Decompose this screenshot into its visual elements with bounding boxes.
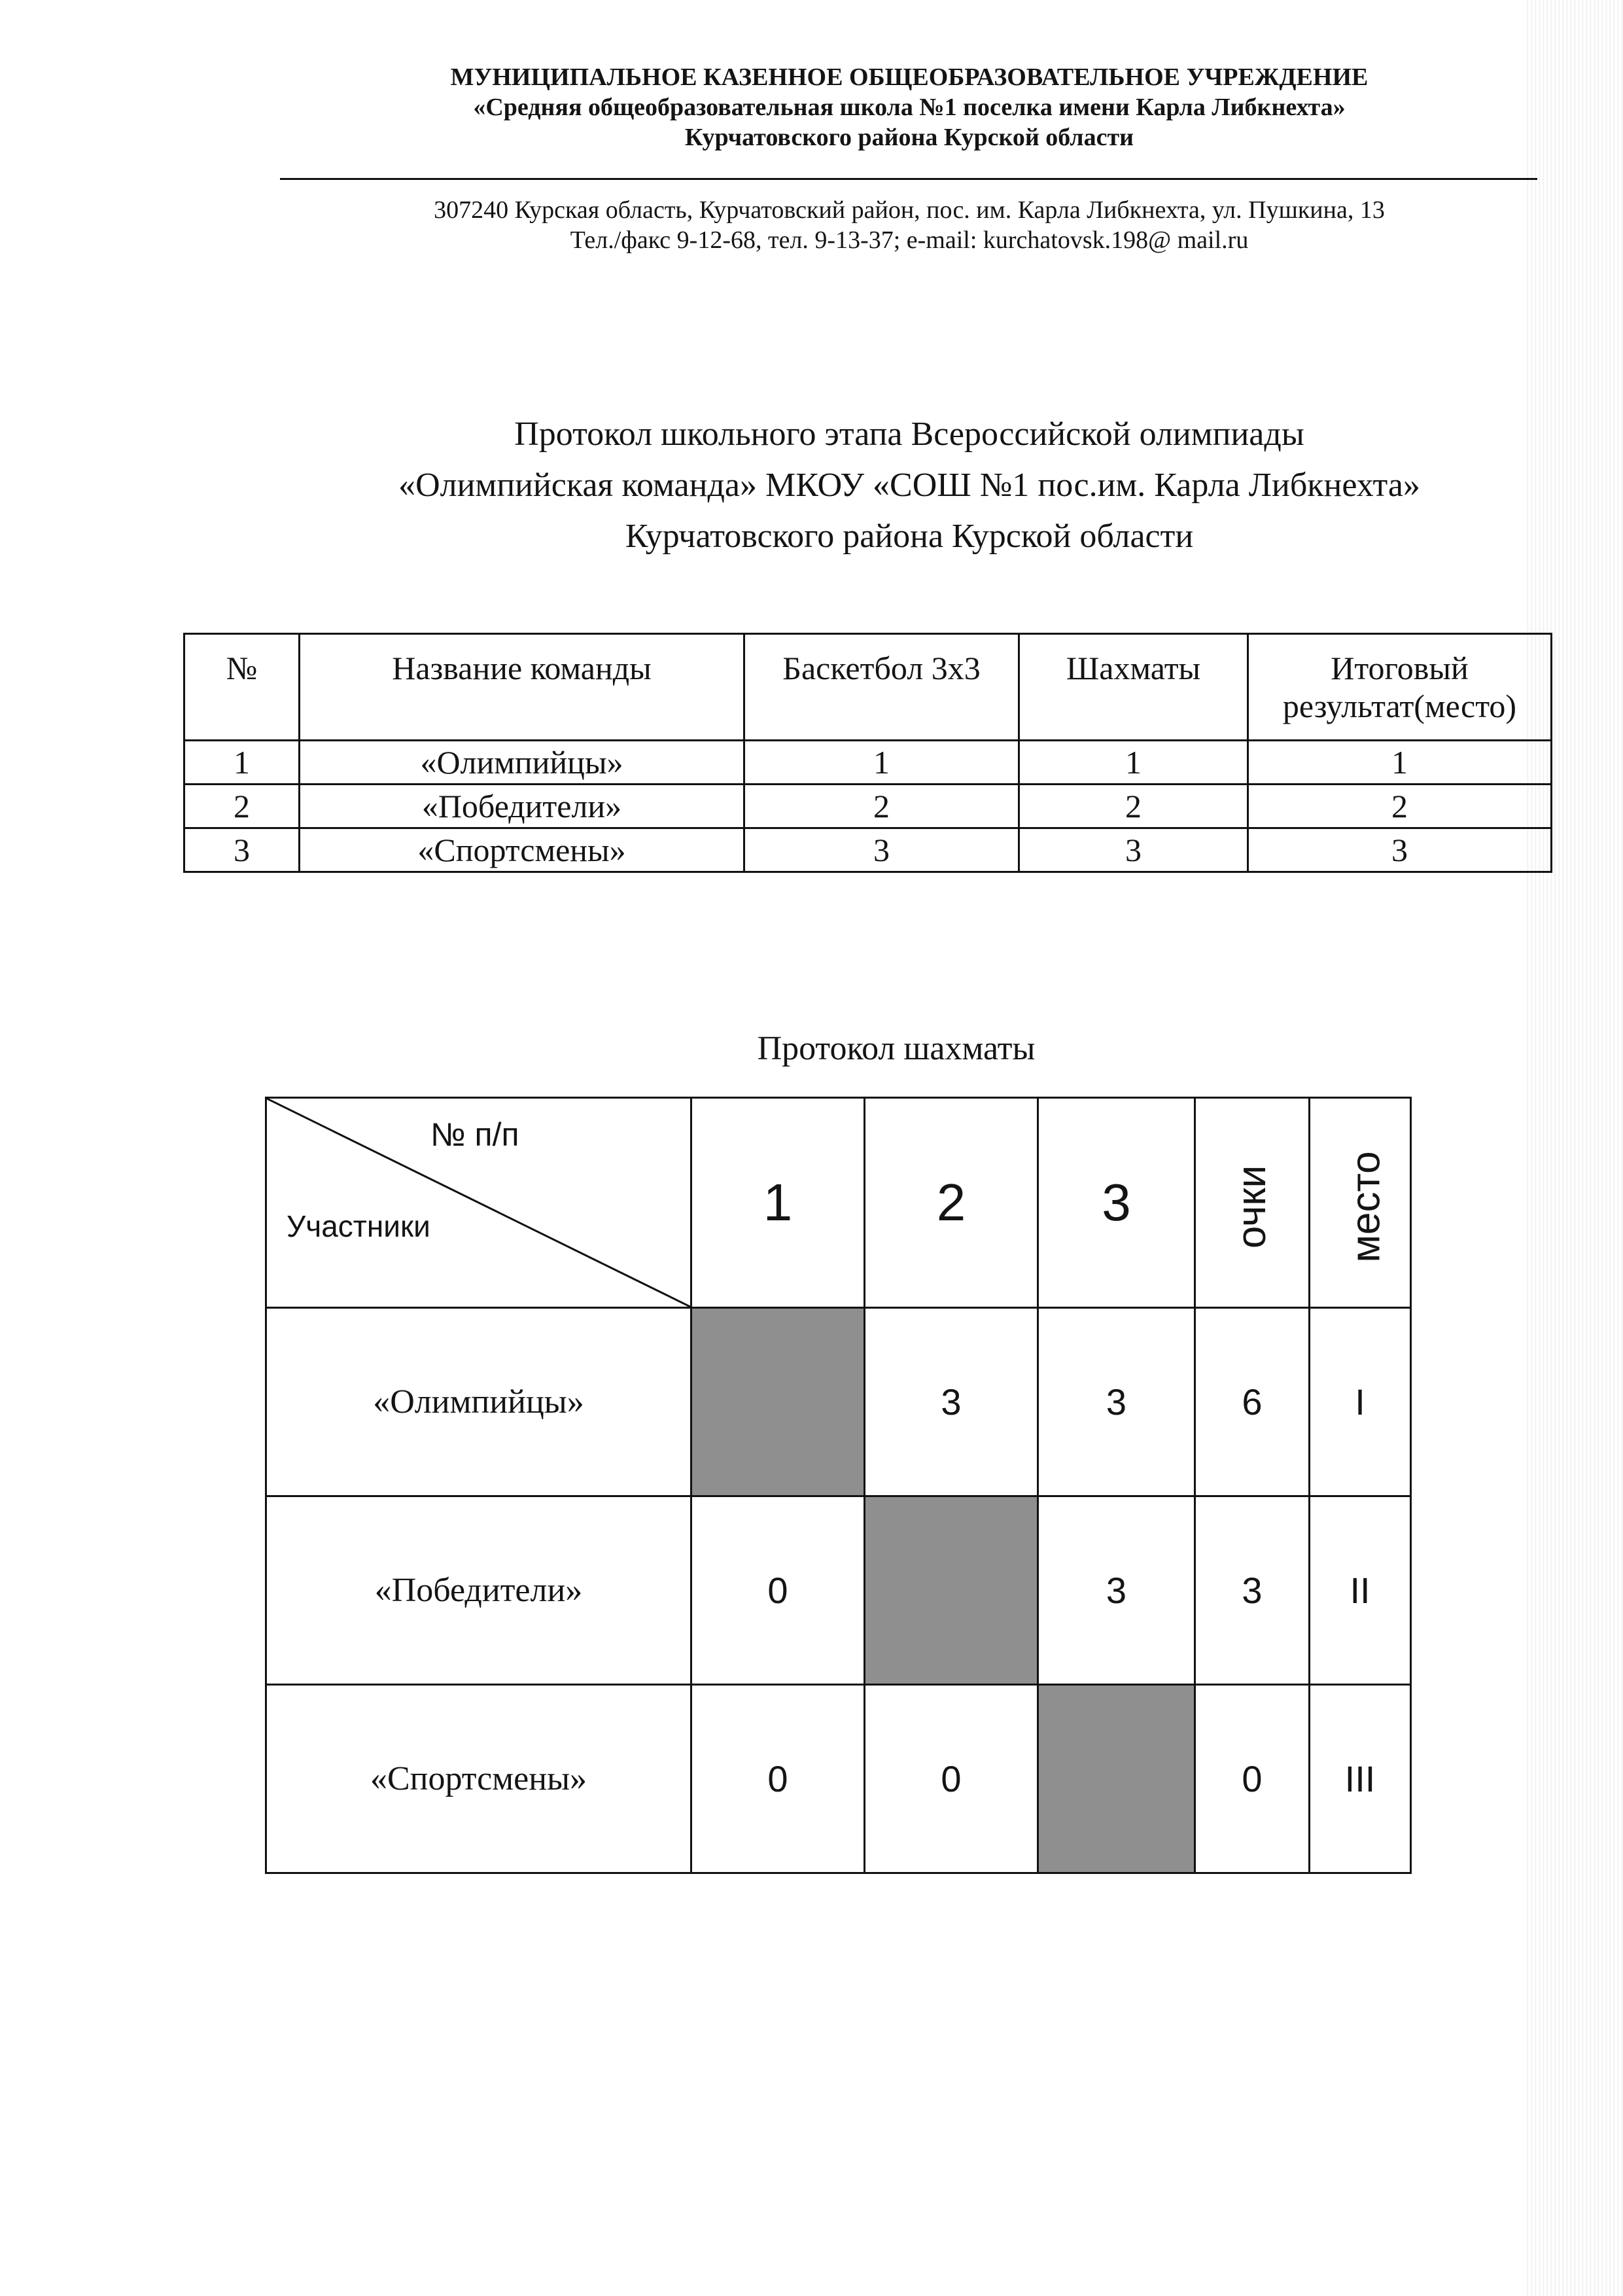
corner-number-label: № п/п	[430, 1116, 519, 1153]
protocol-title-line-3: Курчатовского района Курской области	[625, 518, 1194, 555]
shaded-cell	[1038, 1685, 1195, 1873]
letterhead	[0, 62, 1623, 152]
header-chess: Шахматы	[1019, 634, 1248, 741]
table-row	[266, 1685, 1411, 1873]
school-phones: Тел./факс 9-12-68, тел. 9-13-37; e-mail: kurchatovsk.198@ mail.ru	[570, 226, 1249, 254]
place-label: место	[1343, 1151, 1389, 1263]
table-row	[184, 828, 1552, 872]
shaded-cell	[691, 1308, 865, 1496]
shaded-cell	[865, 1496, 1038, 1685]
col-header-points	[1195, 1098, 1310, 1308]
score-cell: 0	[865, 1685, 1038, 1873]
place-cell: II	[1310, 1496, 1411, 1685]
results-header-row	[184, 634, 1552, 741]
cell-final: 2	[1248, 785, 1552, 828]
place-cell: III	[1310, 1685, 1411, 1873]
institution-type: МУНИЦИПАЛЬНОЕ КАЗЕННОЕ ОБЩЕОБРАЗОВАТЕЛЬНОЕ УЧРЕЖДЕНИЕ	[450, 63, 1369, 91]
table-row	[184, 741, 1552, 785]
cell-chess: 2	[1019, 785, 1248, 828]
score-cell: 0	[691, 1496, 865, 1685]
header-number: №	[184, 634, 300, 741]
cell-team: «Спортсмены»	[300, 828, 744, 872]
letterhead-divider	[280, 178, 1537, 180]
school-name: «Средняя общеобразовательная школа №1 поселка имени Карла Либкнехта»	[473, 94, 1346, 121]
score-cell: 3	[865, 1308, 1038, 1496]
cell-team: «Победители»	[300, 785, 744, 828]
cell-chess: 3	[1019, 828, 1248, 872]
score-cell: 3	[1038, 1496, 1195, 1685]
col-header-place	[1310, 1098, 1411, 1308]
col-header-1: 1	[691, 1098, 865, 1308]
points-cell: 0	[1195, 1685, 1310, 1873]
chess-protocol-title: Протокол шахматы	[757, 1030, 1036, 1067]
cell-basketball: 2	[744, 785, 1019, 828]
score-cell: 0	[691, 1685, 865, 1873]
school-address: 307240 Курская область, Курчатовский район, пос. им. Карла Либкнехта, ул. Пушкина, 13	[434, 196, 1385, 224]
cell-basketball: 1	[744, 741, 1019, 785]
cell-number: 2	[184, 785, 300, 828]
cell-number: 3	[184, 828, 300, 872]
school-district: Курчатовского района Курской области	[684, 124, 1134, 151]
corner-cell	[266, 1098, 691, 1308]
score-cell: 3	[1038, 1308, 1195, 1496]
place-cell: I	[1310, 1308, 1411, 1496]
cell-team: «Олимпийцы»	[300, 741, 744, 785]
protocol-title	[0, 409, 1623, 562]
cell-final: 3	[1248, 828, 1552, 872]
col-header-2: 2	[865, 1098, 1038, 1308]
cell-basketball: 3	[744, 828, 1019, 872]
header-basketball: Баскетбол 3х3	[744, 634, 1019, 741]
table-row	[184, 785, 1552, 828]
table-row	[266, 1496, 1411, 1685]
cell-chess: 1	[1019, 741, 1248, 785]
points-cell: 3	[1195, 1496, 1310, 1685]
points-cell: 6	[1195, 1308, 1310, 1496]
team-name: «Победители»	[266, 1496, 691, 1685]
team-name: «Спортсмены»	[266, 1685, 691, 1873]
protocol-title-line-2: «Олимпийская команда» МКОУ «СОШ №1 пос.им. Карла Либкнехта»	[398, 467, 1420, 504]
contacts	[0, 195, 1623, 255]
table-row	[266, 1308, 1411, 1496]
protocol-title-line-1: Протокол школьного этапа Всероссийской олимпиады	[514, 415, 1304, 453]
chess-header-row	[266, 1098, 1411, 1308]
col-header-3: 3	[1038, 1098, 1195, 1308]
cell-final: 1	[1248, 741, 1552, 785]
scan-edge-artifact	[1525, 0, 1623, 2296]
chess-table	[265, 1097, 1412, 1874]
header-team-name: Название команды	[300, 634, 744, 741]
cell-number: 1	[184, 741, 300, 785]
team-name: «Олимпийцы»	[266, 1308, 691, 1496]
header-final-result: Итоговый результат(место)	[1248, 634, 1552, 741]
results-table	[183, 633, 1552, 873]
points-label: очки	[1229, 1165, 1275, 1249]
corner-participants-label: Участники	[287, 1209, 430, 1243]
